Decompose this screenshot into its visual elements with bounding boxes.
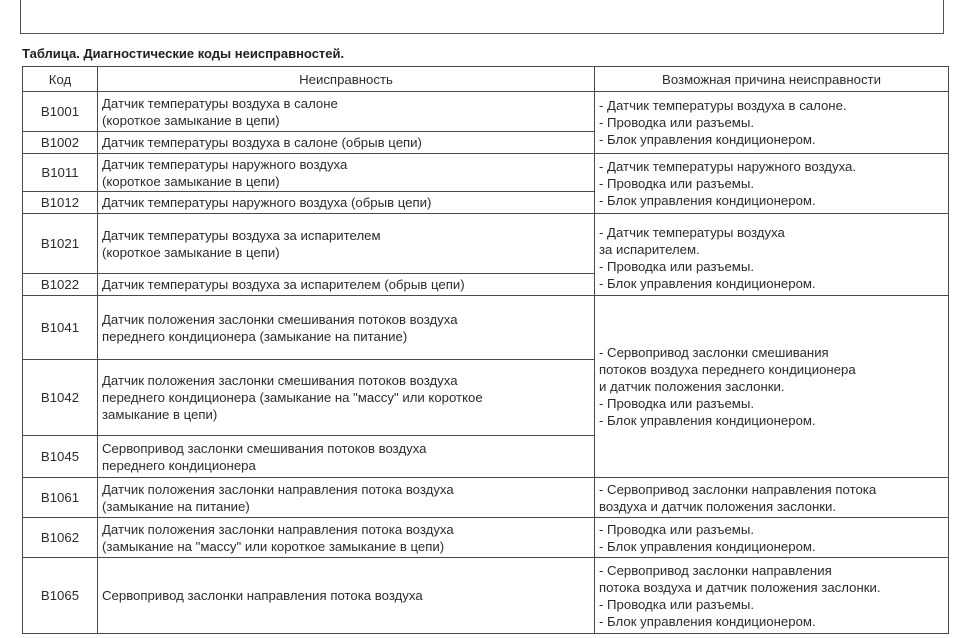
fault-line: Сервопривод заслонки смешивания потоков воздуха [102,440,427,456]
table-row [23,296,949,360]
fault-line: замыкание в цепи) [102,407,218,422]
fault-line: Датчик положения заслонки смешивания потоков воздуха [102,373,458,388]
code-cell: B1001 [23,92,98,132]
code-cell: B1061 [23,478,98,518]
cause-cell [595,558,949,634]
code-cell: B1045 [23,436,98,478]
cause-line: - Сервопривод заслонки направления [599,562,832,578]
code-cell: B1062 [23,518,98,558]
cause-line: - Блок управления кондиционером. [599,413,816,428]
fault-cell [98,132,595,154]
cause-line: - Проводка или разъемы. [599,521,755,537]
fault-line: Датчик температуры воздуха в салоне (обрыв цепи) [102,135,422,150]
fault-line: Датчик температуры воздуха за испарителем (обрыв цепи) [102,277,465,292]
fault-cell [98,154,595,192]
cause-line: - Датчик температуры воздуха в салоне. [599,98,847,113]
cause-line: - Проводка или разъемы. [599,596,755,612]
fault-cell [98,518,595,558]
table-row [23,154,949,192]
table-row [23,478,949,518]
code-cell: B1012 [23,192,98,214]
cause-line: потоков воздуха переднего кондиционера [599,362,856,377]
fault-line: (короткое замыкание в цепи) [102,173,280,189]
fault-line: Датчик положения заслонки направления потока воздуха [102,481,454,497]
code-cell: B1041 [23,296,98,360]
fault-cell [98,214,595,274]
code-cell: B1002 [23,132,98,154]
cause-cell [595,296,949,478]
top-frame [20,0,944,34]
cause-line: - Датчик температуры наружного воздуха. [599,159,857,174]
cause-line: - Проводка или разъемы. [599,396,755,411]
fault-cell [98,274,595,296]
table-row [23,518,949,558]
cause-line: - Сервопривод заслонки направления потока [599,481,877,497]
cause-line: - Датчик температуры воздуха [599,224,785,240]
cause-line: - Проводка или разъемы. [599,176,755,191]
diagnostic-codes-table [22,66,949,634]
code-cell: B1042 [23,360,98,436]
fault-line: (короткое замыкание в цепи) [102,112,280,128]
fault-cell [98,296,595,360]
table-row [23,558,949,634]
cause-line: - Блок управления кондиционером. [599,275,816,291]
cause-line: - Проводка или разъемы. [599,115,755,130]
cause-cell [595,214,949,296]
fault-line: Датчик положения заслонки смешивания потоков воздуха [102,311,458,327]
header-code: Код [23,67,98,92]
fault-cell [98,478,595,518]
cause-cell [595,92,949,154]
fault-cell [98,558,595,634]
cause-line: и датчик положения заслонки. [599,379,785,394]
fault-cell [98,192,595,214]
table-header-row [23,67,949,92]
code-cell: B1022 [23,274,98,296]
fault-line: Датчик температуры наружного воздуха [102,156,348,172]
code-cell: B1021 [23,214,98,274]
header-fault: Неисправность [98,67,595,92]
cause-line: потока воздуха и датчик положения заслонки. [599,579,881,595]
fault-line: переднего кондиционера (замыкание на питание) [102,328,408,344]
fault-line: (замыкание на "массу" или короткое замыкание в цепи) [102,538,445,554]
cause-line: воздуха и датчик положения заслонки. [599,498,837,514]
fault-line: Датчик температуры воздуха в салоне [102,95,338,111]
fault-line: Датчик температуры наружного воздуха (обрыв цепи) [102,195,432,210]
fault-line: Сервопривод заслонки направления потока воздуха [102,588,423,603]
fault-cell [98,92,595,132]
cause-cell [595,478,949,518]
cause-line: - Блок управления кондиционером. [599,193,816,208]
table-row [23,214,949,274]
cause-line: - Блок управления кондиционером. [599,132,816,147]
cause-line: - Проводка или разъемы. [599,258,755,274]
fault-line: (замыкание на питание) [102,498,250,514]
table-caption: Таблица. Диагностические коды неисправностей. [22,46,345,61]
cause-line: - Блок управления кондиционером. [599,538,816,554]
fault-line: (короткое замыкание в цепи) [102,244,280,260]
cause-line: за испарителем. [599,241,700,257]
cause-cell [595,154,949,214]
cause-line: - Сервопривод заслонки смешивания [599,345,829,360]
fault-line: Датчик температуры воздуха за испарителем [102,227,381,243]
fault-cell [98,360,595,436]
fault-line: переднего кондиционера (замыкание на "массу" или короткое [102,390,483,405]
fault-line: Датчик положения заслонки направления потока воздуха [102,521,454,537]
fault-cell [98,436,595,478]
cause-line: - Блок управления кондиционером. [599,613,816,629]
table-row [23,92,949,132]
code-cell: B1011 [23,154,98,192]
code-cell: B1065 [23,558,98,634]
cause-cell [595,518,949,558]
header-cause: Возможная причина неисправности [595,67,949,92]
fault-line: переднего кондиционера [102,457,256,473]
